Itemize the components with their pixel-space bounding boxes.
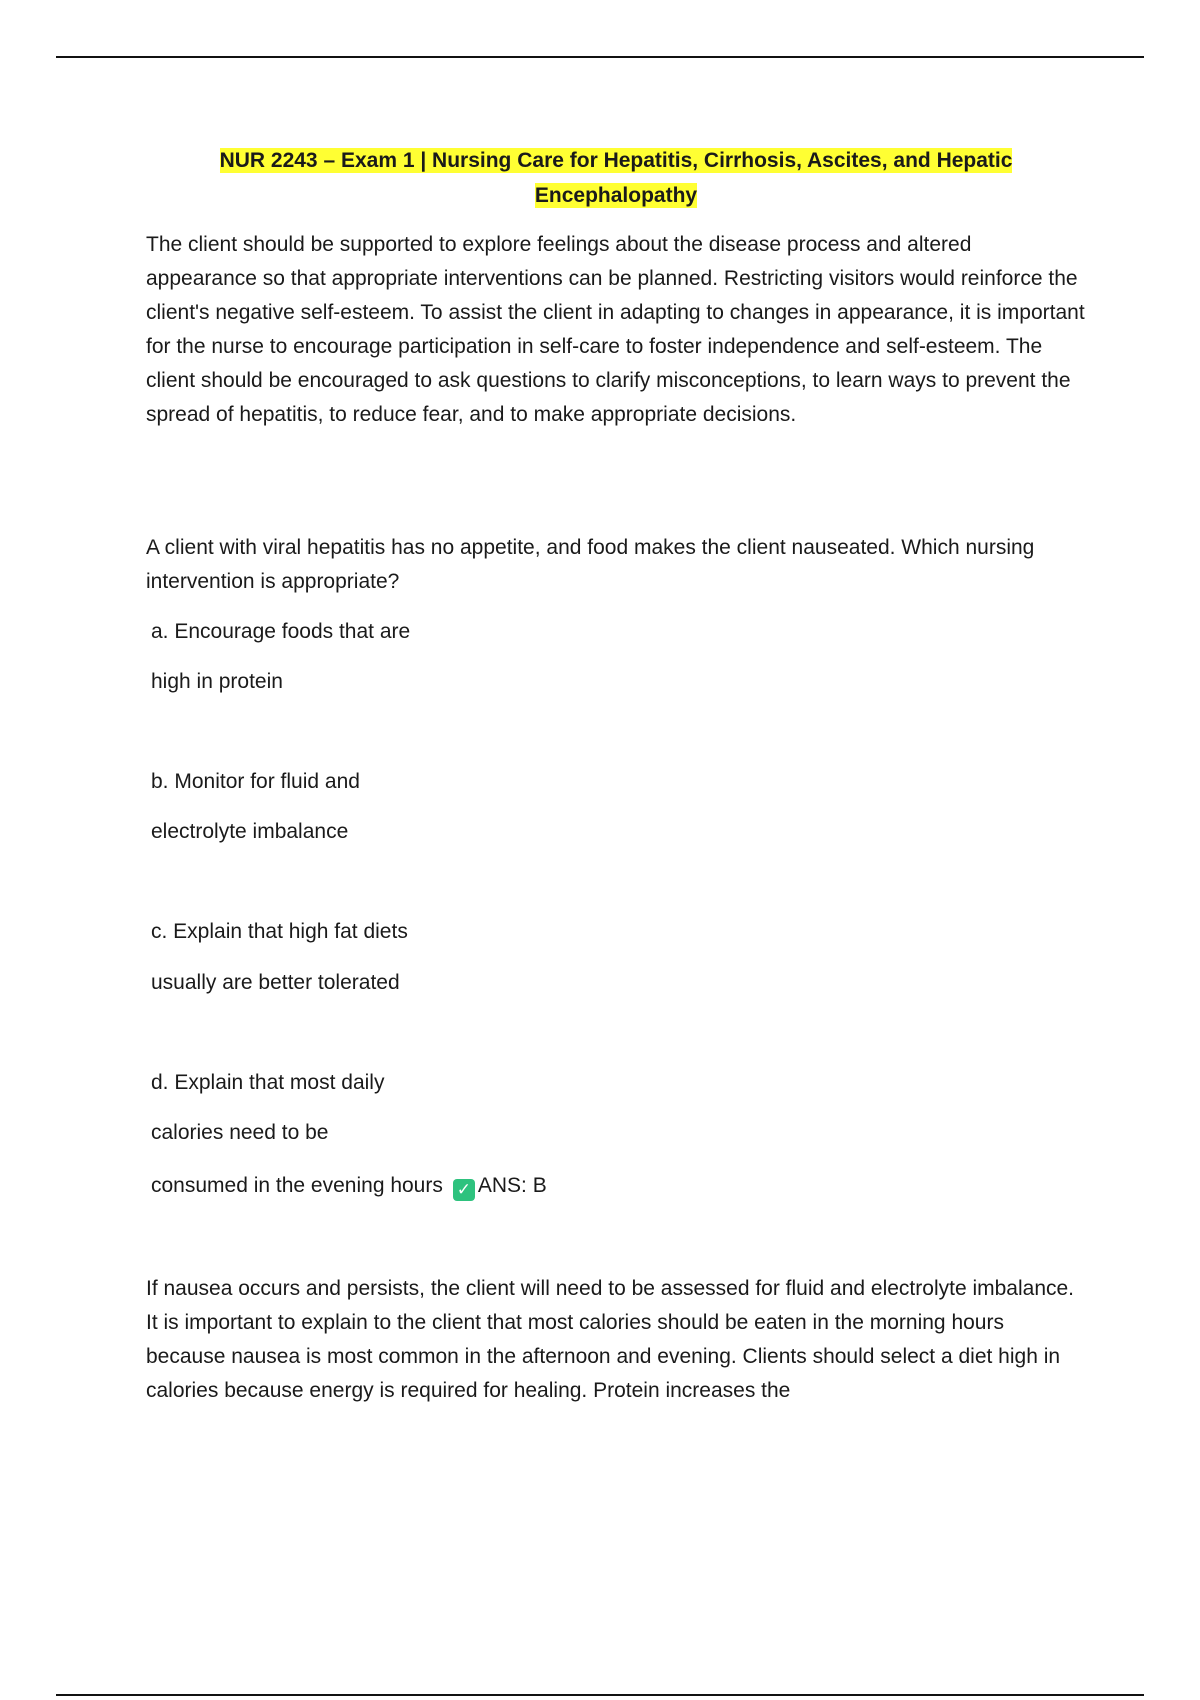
option-a-line-1: a. Encourage foods that are [151, 620, 411, 643]
option-c-line-1: c. Explain that high fat diets [151, 920, 408, 943]
rationale-paragraph: The client should be supported to explore feelings about the disease process and altered appearance so that appropriate interventions can be planned. Restricting visitors would reinforce the client's negative self-esteem. To assist the client in adapting to changes in appearance, it is important for the nurse to encourage participation in self-care to foster independence and self-esteem. The client should be encouraged to ask questions to clarify misconceptions, to learn ways to prevent the spread of hepatitis, to reduce fear, and to make appropriate decisions. [146, 233, 1085, 426]
rationale-paragraph-2: If nausea occurs and persists, the client will need to be assessed for fluid and electrolyte imbalance. It is important to explain to the client that most calories should be eaten in the morning hours because nausea is most common in the afternoon and evening. Clients should select a diet high in calories because energy is required for healing. Protein increases the [146, 1277, 1075, 1402]
bottom-rule [56, 1694, 1144, 1696]
option-d-line-2: calories need to be [151, 1121, 329, 1144]
option-d-line-3: consumed in the evening hours [151, 1174, 443, 1197]
option-b-line-2: electrolyte imbalance [151, 820, 349, 843]
option-d-line-1: d. Explain that most daily [151, 1071, 385, 1094]
title-line-2: Encephalopathy [534, 184, 698, 207]
check-mark-button-icon: ✓ [453, 1179, 475, 1201]
top-rule [56, 56, 1144, 58]
title-line-1: NUR 2243 – Exam 1 | Nursing Care for Hepatitis, Cirrhosis, Ascites, and Hepatic [219, 149, 1013, 172]
option-a-line-2: high in protein [151, 670, 283, 693]
option-d-line-3-with-answer [151, 1171, 547, 1201]
option-b-line-1: b. Monitor for fluid and [151, 770, 360, 793]
answer-key: ANS: B [477, 1174, 547, 1197]
question-text: A client with viral hepatitis has no appetite, and food makes the client nauseated. Which nursing intervention is appropriate? [146, 536, 1035, 593]
document-title [146, 143, 1086, 213]
option-c-line-2: usually are better tolerated [151, 971, 400, 994]
